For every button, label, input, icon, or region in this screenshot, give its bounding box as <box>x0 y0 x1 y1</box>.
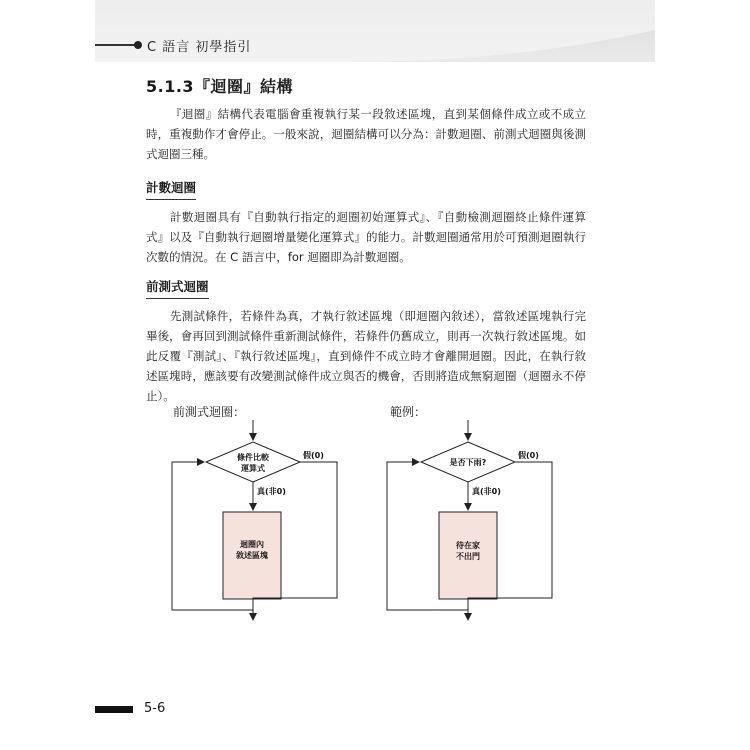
counting-loop-paragraph: 計數迴圈具有『自動執行指定的迴圈初始運算式』、『自動檢測迴圈終止條件運算式』以及『自動執行迴圈增量變化運算式』的能力。計數迴圈通常用於可預測迴圈執行次數的情況。在 C 語言中，for 迴圈即為計數迴圈。 <box>146 210 586 264</box>
true-label: 真(非0) <box>472 487 501 496</box>
true-label: 真(非0) <box>257 487 286 496</box>
section-title: 5.1.3『迴圈』結構 <box>146 77 294 96</box>
block-label-line2: 不出門 <box>456 552 480 561</box>
header-rule <box>95 44 135 46</box>
intro-paragraph: 『迴圈』結構代表電腦會重複執行某一段敘述區塊，直到某個條件成立或不成立時，重複動作才會停止。一般來說，迴圈結構可以分為：計數迴圈、前測式迴圈與後測式迴圈三種。 <box>146 107 586 161</box>
pretest-loop-heading: 前測式迴圈 <box>146 277 209 299</box>
footer-bar <box>95 706 133 713</box>
condition-label-line1: 條件比較 <box>237 453 269 462</box>
generic-flowchart <box>160 420 360 625</box>
block-label-line2: 敘述區塊 <box>236 551 268 560</box>
block-label-line1: 待在家 <box>456 541 480 550</box>
example-flowchart <box>375 420 575 625</box>
generic-flowchart-caption: 前測式迴圈： <box>173 405 246 419</box>
block-label-line1: 迴圈內 <box>240 540 264 549</box>
condition-label: 是否下雨? <box>449 458 487 467</box>
running-title: C 語言 初學指引 <box>147 40 252 55</box>
example-flowchart-caption: 範例： <box>390 405 427 419</box>
counting-loop-heading: 計數迴圈 <box>146 178 196 200</box>
condition-diamond <box>206 442 300 482</box>
pretest-loop-paragraph: 先測試條件，若條件為真，才執行敘述區塊（即迴圈內敘述），當敘述區塊執行完畢後，會再回到測試條件重新測試條件，若條件仍舊成立，則再一次執行敘述區塊。如此反覆『測試』、『執行敘述區塊』，直到條件不成立時才會離開迴圈。因此，在執行敘述區塊時，應該要有改變測試條件成立與否的機會，否則將造成無窮迴圈（迴圈永不停止）。 <box>146 309 586 403</box>
condition-label-line2: 運算式 <box>241 464 265 473</box>
false-label: 假(0) <box>518 451 539 460</box>
header-bullet <box>134 41 142 49</box>
false-label: 假(0) <box>303 451 324 460</box>
page-number: 5-6 <box>144 701 166 716</box>
